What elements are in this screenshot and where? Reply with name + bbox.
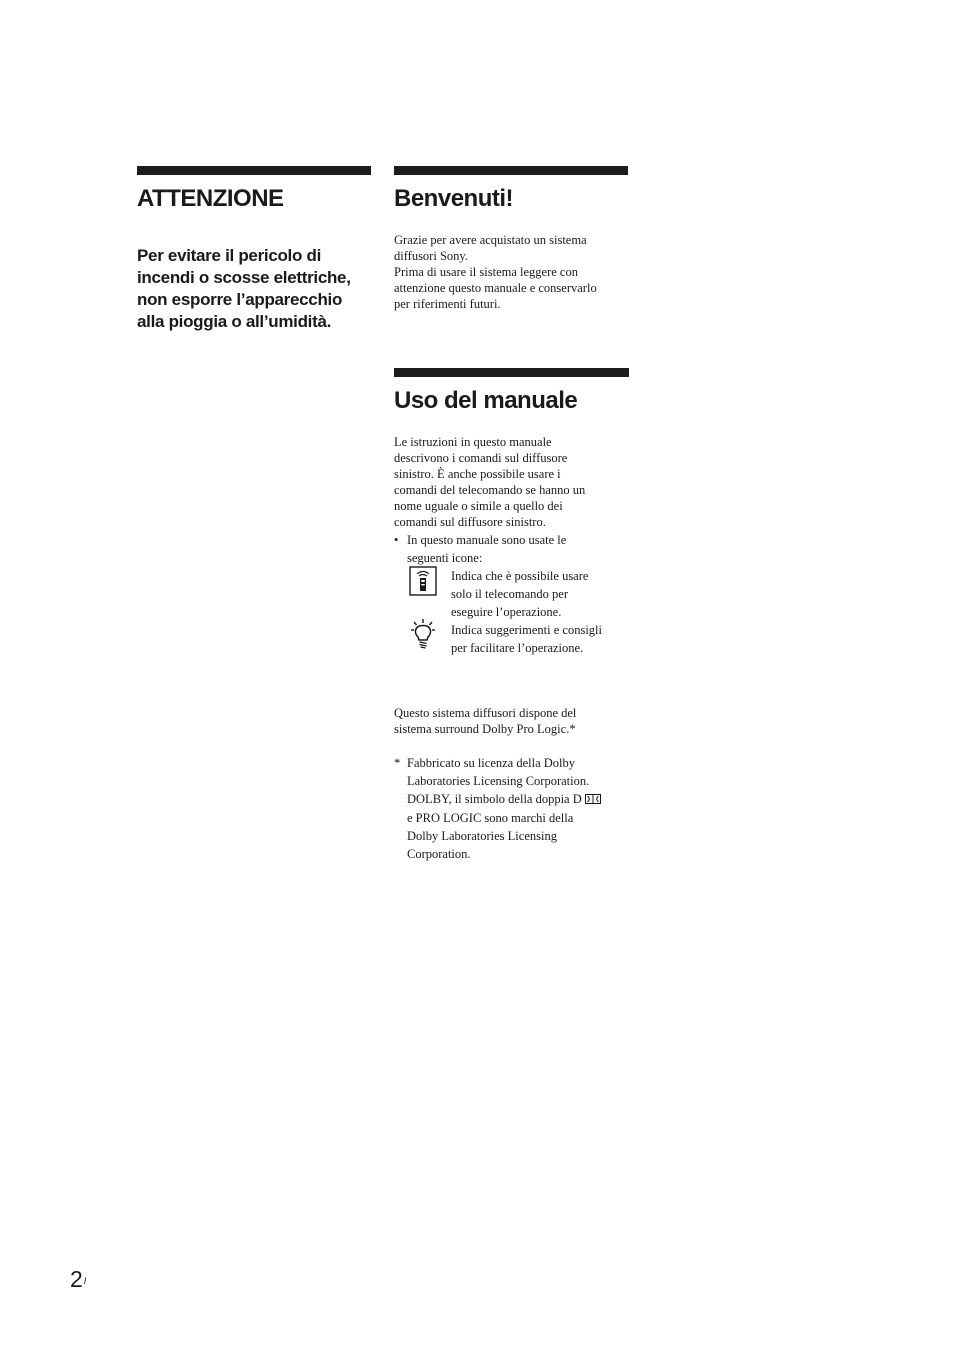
warning-line: non esporre l’apparecchio	[137, 290, 343, 309]
footnote	[394, 754, 629, 863]
section-rule	[394, 368, 629, 377]
text-line: DOLBY, il simbolo della doppia D	[407, 792, 582, 806]
attenzione-section	[137, 166, 371, 333]
text-line: Indica suggerimenti e consigli	[451, 623, 603, 637]
text-line: Indica che è possibile usare	[451, 569, 589, 583]
page-number-suffix: I	[83, 1276, 87, 1286]
text-line: solo il telecomando per	[451, 587, 568, 601]
text-line: attenzione questo manuale e conservarlo	[394, 281, 597, 295]
text-line: per facilitare l’operazione.	[451, 641, 584, 655]
text-line: Dolby Laboratories Licensing	[407, 829, 557, 843]
uso-title: Uso del manuale	[394, 387, 578, 414]
text-line: Laboratories Licensing Corporation.	[407, 774, 590, 788]
remote-icon-row	[394, 567, 629, 621]
tip-icon-row	[394, 621, 629, 657]
text-line: nome uguale o simile a quello dei	[394, 499, 563, 513]
dolby-double-d-icon	[585, 791, 601, 809]
text-line: eseguire l’operazione.	[451, 605, 562, 619]
text-line: sinistro. È anche possibile usare i	[394, 467, 561, 481]
benvenuti-section	[394, 166, 628, 312]
section-rule	[137, 166, 371, 175]
text-line: seguenti icone:	[407, 551, 483, 565]
benvenuti-text	[394, 232, 628, 312]
section-rule	[394, 166, 628, 175]
text-line: Fabbricato su licenza della Dolby	[407, 756, 575, 770]
text-line: Le istruzioni in questo manuale	[394, 435, 552, 449]
warning-line: Per evitare il pericolo di	[137, 246, 321, 265]
text-line: diffusori Sony.	[394, 249, 468, 263]
uso-section	[394, 368, 629, 863]
text-line: sistema surround Dolby Pro Logic.*	[394, 722, 576, 736]
attenzione-title: ATTENZIONE	[137, 185, 284, 212]
text-line: comandi sul diffusore sinistro.	[394, 515, 546, 529]
bullet-mark: •	[394, 533, 399, 547]
text-line: Corporation.	[407, 847, 471, 861]
remote-control-icon	[409, 566, 437, 601]
benvenuti-title: Benvenuti!	[394, 185, 514, 212]
text-line: In questo manuale sono usate le	[407, 533, 567, 547]
text-line: Questo sistema diffusori dispone del	[394, 706, 577, 720]
text-line: Prima di usare il sistema leggere con	[394, 265, 578, 279]
text-line: comandi del telecomando se hanno un	[394, 483, 586, 497]
page-number-value: 2	[70, 1266, 83, 1292]
uso-intro	[394, 434, 629, 530]
light-bulb-icon	[410, 618, 436, 655]
icons-bullet	[394, 531, 629, 567]
text-line: per riferimenti futuri.	[394, 297, 501, 311]
dolby-text	[394, 705, 629, 737]
text-line: descrivono i comandi sul diffusore	[394, 451, 568, 465]
footnote-line-dolby	[407, 790, 629, 809]
footnote-mark: *	[394, 756, 401, 770]
warning-line: incendi o scosse elettriche,	[137, 268, 351, 287]
text-line: Grazie per avere acquistato un sistema	[394, 233, 587, 247]
warning-line: alla pioggia o all’umidità.	[137, 312, 332, 331]
text-line: e PRO LOGIC sono marchi della	[407, 811, 574, 825]
warning-text	[137, 245, 371, 333]
page-number	[70, 1265, 86, 1293]
